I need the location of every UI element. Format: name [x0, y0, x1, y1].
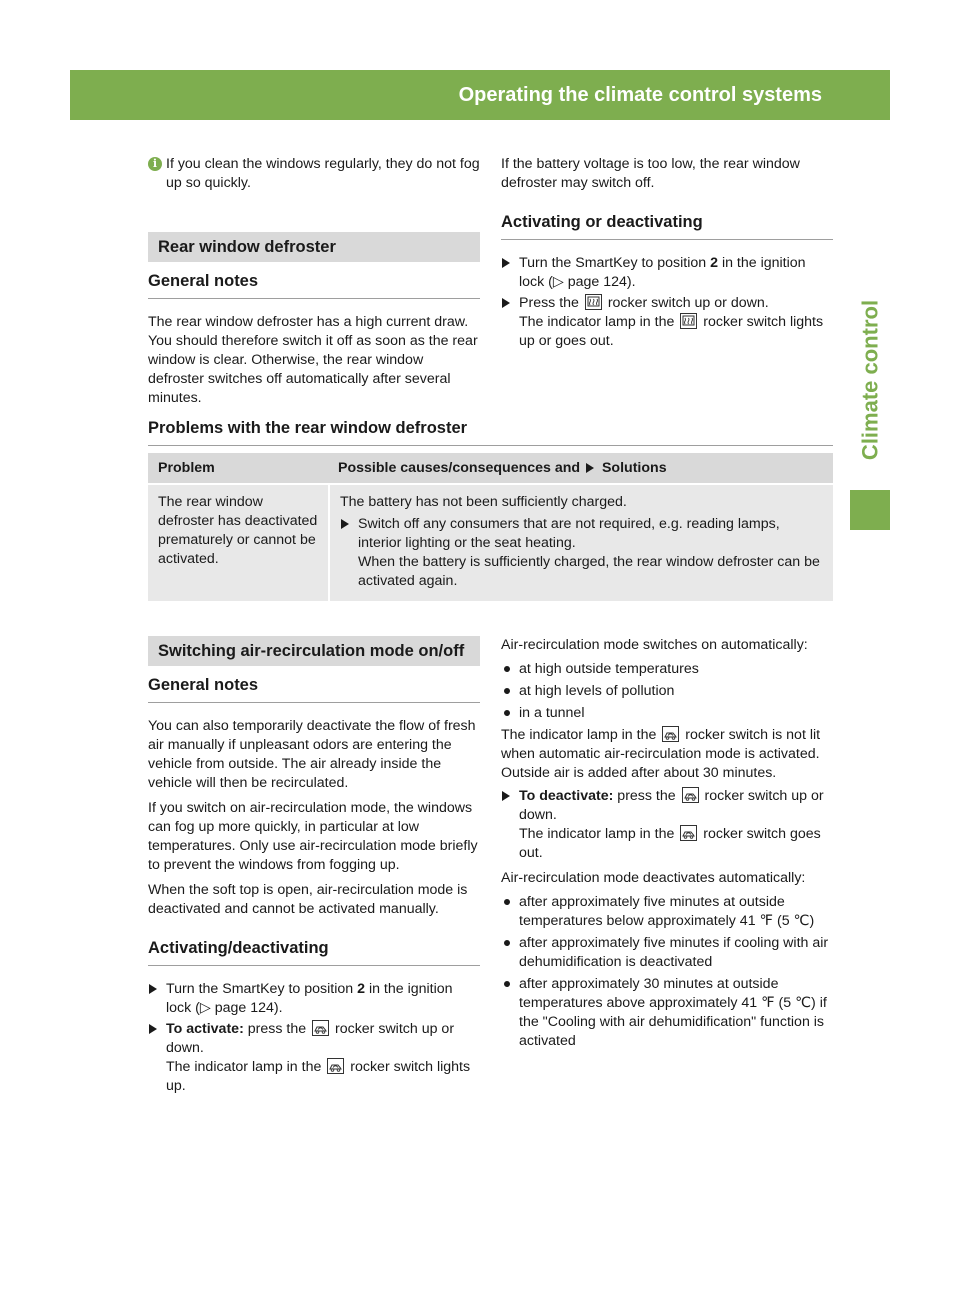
problems-heading-wrap	[148, 417, 833, 446]
rear-window-heater-icon	[680, 313, 697, 329]
problem-cell: The rear window defroster has deactivated prematurely or cannot be activated.	[158, 494, 318, 567]
col-causes: Possible causes/consequences and Solutions	[338, 460, 667, 476]
bullet-icon	[504, 981, 510, 987]
chapter-tab-label: Climate control	[857, 299, 883, 461]
cause-cell: The battery has not been sufficiently charged. Switch off any consumers that are not required, e.g. reading lamps, interior lighting or the seat heating. When the battery is sufficiently charged, the rear window defroster can be activated again.	[328, 485, 833, 601]
battery-note: If the battery voltage is too low, the rear window defroster may switch off.	[501, 156, 800, 191]
recirc-para-2: If you switch on air-recirculation mode, the windows can fog up more quickly, in particular at low temperatures. Only use air-recirculation mode briefly to prevent the windows from fogging up.	[148, 800, 478, 873]
auto-on-intro: Air-recirculation mode switches on automatically:	[501, 637, 808, 653]
general-notes-text: The rear window defroster has a high current draw. You should therefore switch it off as soon as the rear window is clear. Otherwise, the rear window defroster switches off automatically after several minutes.	[148, 314, 478, 406]
bullet-icon	[504, 666, 510, 672]
col-problem: Problem	[158, 460, 215, 476]
problems-heading: Problems with the rear window defroster	[148, 417, 833, 446]
section-title-recirculation: Switching air-recirculation mode on/off	[148, 636, 480, 666]
step-arrow-icon	[502, 298, 510, 308]
list-item: at high levels of pollution	[501, 682, 833, 701]
air-recirculation-icon	[682, 787, 699, 803]
activating-heading: Activating or deactivating	[501, 211, 833, 240]
table-header	[148, 453, 833, 483]
header-title: Operating the climate control systems	[458, 84, 822, 106]
step-arrow-icon	[149, 1024, 157, 1034]
step-smartkey: Turn the SmartKey to position 2 in the ignition lock (▷ page 124).	[148, 980, 480, 1018]
page-number: 119	[917, 85, 947, 105]
general-notes-heading: General notes	[148, 674, 480, 703]
bullet-icon	[504, 688, 510, 694]
left-column-top	[148, 155, 480, 408]
bullet-icon	[504, 710, 510, 716]
step-press-switch: Press the rocker switch up or down. The indicator lamp in the rocker switch lights up or goes out.	[501, 294, 833, 351]
step-arrow-icon	[341, 519, 349, 529]
step-arrow-icon	[149, 984, 157, 994]
section-title-rear-defroster: Rear window defroster	[148, 232, 480, 262]
problems-table	[148, 453, 833, 601]
list-item: after approximately 30 minutes at outside temperatures above approximately 41 ℉ (5 ℃) if the "Cooling with air dehumidification" function is activated	[501, 975, 833, 1051]
chapter-tab	[850, 280, 890, 480]
recirc-para-1: You can also temporarily deactivate the flow of fresh air manually if unpleasant odors are entering the vehicle from outside. The air already inside the vehicle will then be recirculated.	[148, 718, 476, 791]
bullet-icon	[504, 940, 510, 946]
table-row	[148, 485, 833, 601]
solution-step: Switch off any consumers that are not required, e.g. reading lamps, interior lighting or the seat heating. When the battery is sufficiently charged, the rear window defroster can be activated again.	[340, 515, 823, 591]
recirc-para-3: When the soft top is open, air-recirculation mode is deactivated and cannot be activated manually.	[148, 882, 468, 917]
bullet-icon	[504, 899, 510, 905]
air-recirculation-icon	[312, 1020, 329, 1036]
right-column-bottom	[501, 636, 833, 1051]
air-recirculation-icon	[680, 825, 697, 841]
air-recirculation-icon	[662, 726, 679, 742]
step-arrow-icon	[502, 258, 510, 268]
page-header	[70, 70, 947, 120]
left-column-bottom	[148, 636, 480, 1096]
lamp-note: The indicator lamp in the rocker switch is not lit when automatic air-recirculation mode is activated. Outside air is added after about 30 minutes.	[501, 727, 821, 781]
rear-window-heater-icon	[585, 294, 602, 310]
list-item: at high outside temperatures	[501, 660, 833, 679]
auto-off-intro: Air-recirculation mode deactivates automatically:	[501, 870, 806, 886]
info-note	[148, 155, 480, 193]
list-item: after approximately five minutes if cooling with air dehumidification is deactivated	[501, 934, 833, 972]
step-arrow-icon	[586, 463, 594, 473]
step-activate: To activate: press the rocker switch up or down. The indicator lamp in the rocker switch lights up.	[148, 1020, 480, 1096]
info-text: If you clean the windows regularly, they do not fog up so quickly.	[166, 156, 480, 191]
list-item: after approximately five minutes at outside temperatures below approximately 41 ℉ (5 ℃)	[501, 893, 833, 931]
info-icon: i	[148, 157, 162, 171]
activating-deactivating-heading: Activating/deactivating	[148, 937, 480, 966]
list-item: in a tunnel	[501, 704, 833, 723]
step-arrow-icon	[502, 791, 510, 801]
right-column-top	[501, 155, 833, 351]
step-smartkey: Turn the SmartKey to position 2 in the ignition lock (▷ page 124).	[501, 254, 833, 292]
air-recirculation-icon	[327, 1058, 344, 1074]
chapter-marker	[850, 490, 890, 530]
general-notes-heading: General notes	[148, 270, 480, 299]
step-deactivate: To deactivate: press the rocker switch up or down. The indicator lamp in the rocker switch goes out.	[501, 787, 833, 863]
